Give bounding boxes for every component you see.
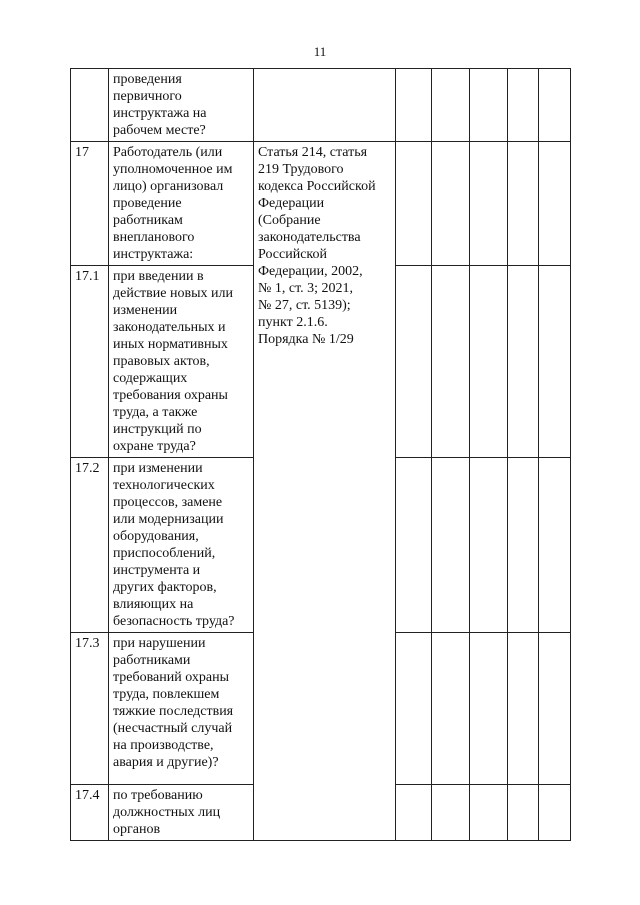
- answer-na-cell[interactable]: [470, 633, 508, 785]
- answer-na-cell[interactable]: [470, 785, 508, 841]
- notes-cell[interactable]: [539, 785, 571, 841]
- answer-cell[interactable]: [508, 633, 539, 785]
- answer-cell[interactable]: [508, 69, 539, 142]
- row-number: 17.3: [71, 633, 109, 785]
- answer-cell[interactable]: [508, 266, 539, 458]
- notes-cell[interactable]: [539, 142, 571, 266]
- answer-cell[interactable]: [508, 785, 539, 841]
- page-number: 11: [313, 44, 327, 59]
- row-number: [71, 69, 109, 142]
- answer-yes-cell[interactable]: [396, 142, 432, 266]
- legal-reference: Статья 214, статья 219 Трудового кодекса Российской Федерации (Собрание законодательства Российской Федерации, 2002, № 1, ст. 3; 2021, № 27, ст. 5139); пункт 2.1.6. Порядка № 1/29: [254, 142, 396, 841]
- answer-na-cell[interactable]: [470, 458, 508, 633]
- question-text: при нарушении работниками требований охраны труда, повлекшем тяжкие последствия (несчастный случай на производстве, авария и другие)?: [109, 633, 254, 785]
- question-text: при введении в действие новых или изменении законодательных и иных нормативных правовых актов, содержащих требования охраны труда, а также инструкций по охране труда?: [109, 266, 254, 458]
- answer-yes-cell[interactable]: [396, 633, 432, 785]
- table-row: [71, 69, 571, 142]
- row-number: 17.2: [71, 458, 109, 633]
- answer-no-cell[interactable]: [432, 633, 470, 785]
- checklist-table: [70, 68, 571, 841]
- notes-cell[interactable]: [539, 458, 571, 633]
- row-number: 17.1: [71, 266, 109, 458]
- answer-cell[interactable]: [508, 142, 539, 266]
- answer-no-cell[interactable]: [432, 458, 470, 633]
- answer-na-cell[interactable]: [470, 69, 508, 142]
- answer-no-cell[interactable]: [432, 142, 470, 266]
- row-number: 17.4: [71, 785, 109, 841]
- notes-cell[interactable]: [539, 633, 571, 785]
- answer-na-cell[interactable]: [470, 266, 508, 458]
- question-text: Работодатель (или уполномоченное им лицо) организовал проведение работникам внепланового инструктажа:: [109, 142, 254, 266]
- answer-cell[interactable]: [508, 458, 539, 633]
- question-text: проведения первичного инструктажа на рабочем месте?: [109, 69, 254, 142]
- question-text: при изменении технологических процессов, замене или модернизации оборудования, приспособлений, инструмента и других факторов, влияющих на безопасность труда?: [109, 458, 254, 633]
- notes-cell[interactable]: [539, 266, 571, 458]
- legal-reference-cell: [254, 69, 396, 142]
- row-number: 17: [71, 142, 109, 266]
- answer-no-cell[interactable]: [432, 266, 470, 458]
- answer-yes-cell[interactable]: [396, 785, 432, 841]
- table-row: [71, 142, 571, 266]
- answer-yes-cell[interactable]: [396, 266, 432, 458]
- question-text: по требованию должностных лиц органов: [109, 785, 254, 841]
- answer-no-cell[interactable]: [432, 69, 470, 142]
- notes-cell[interactable]: [539, 69, 571, 142]
- answer-yes-cell[interactable]: [396, 458, 432, 633]
- answer-yes-cell[interactable]: [396, 69, 432, 142]
- answer-na-cell[interactable]: [470, 142, 508, 266]
- answer-no-cell[interactable]: [432, 785, 470, 841]
